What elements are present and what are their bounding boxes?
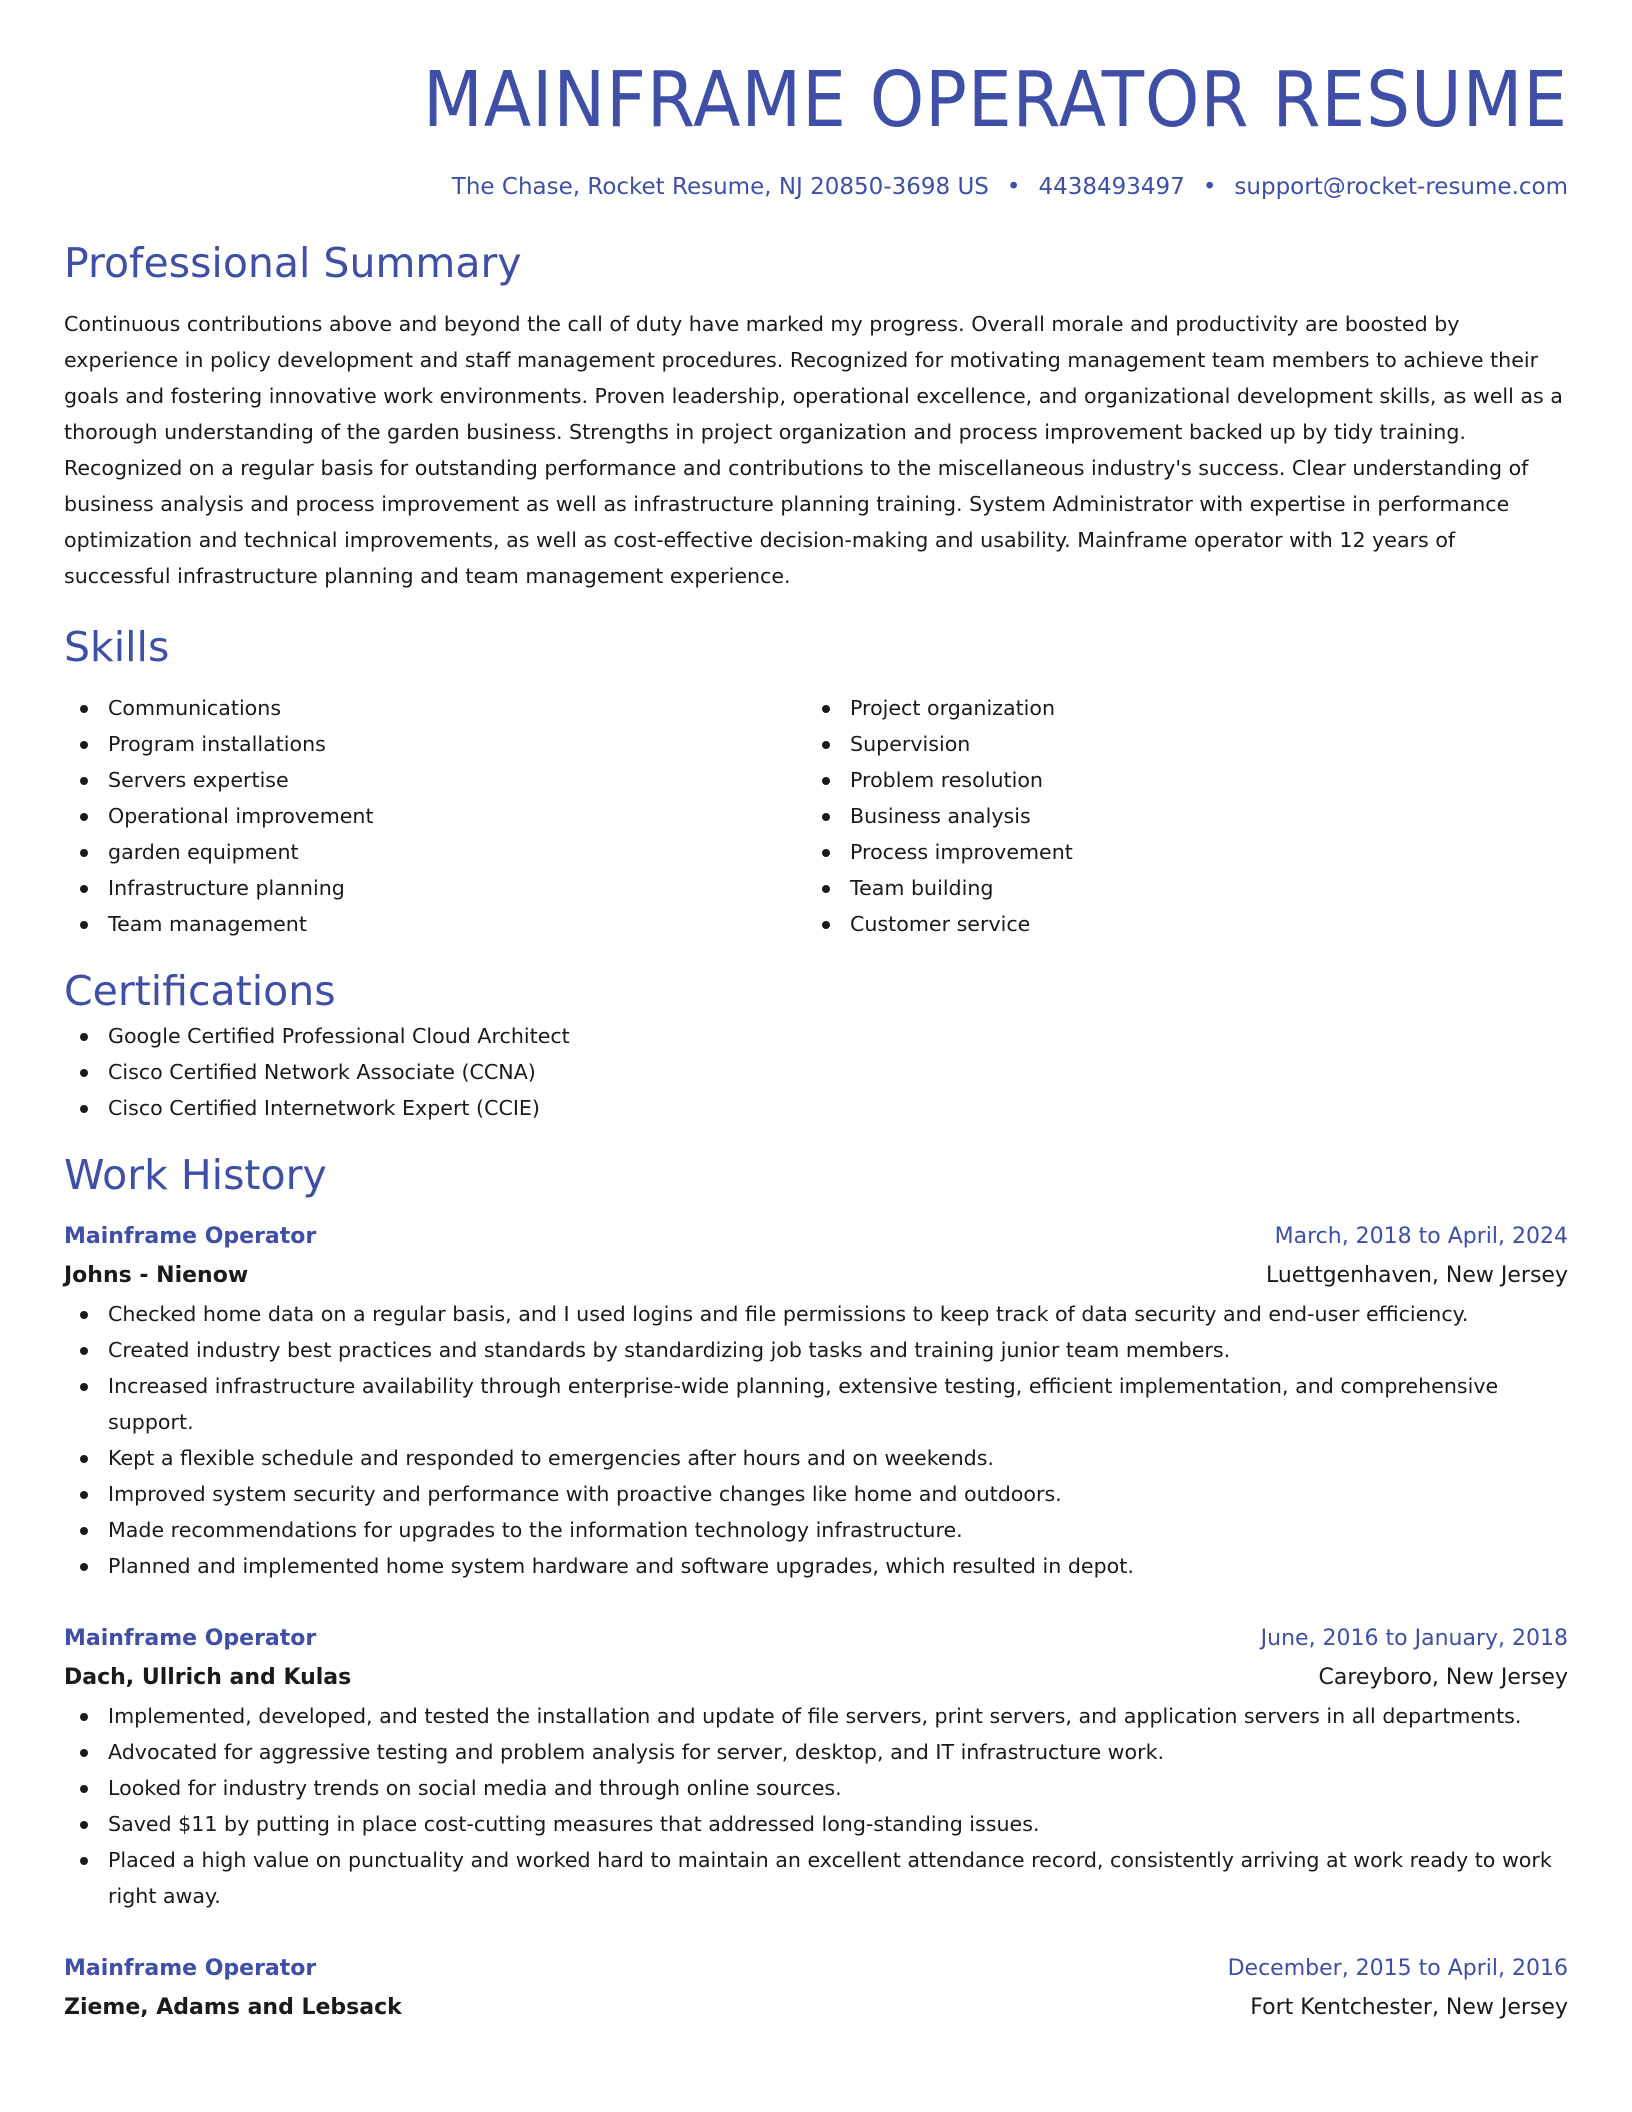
list-item-text: Project organization	[850, 696, 1056, 720]
list-item	[64, 1734, 1568, 1770]
list-item	[64, 1770, 1568, 1806]
list-item-text: Looked for industry trends on social media and through online sources.	[108, 1776, 842, 1800]
list-item	[64, 1842, 1568, 1914]
list-item	[64, 1090, 1568, 1126]
list-item-text: Infrastructure planning	[108, 876, 345, 900]
list-item	[64, 1054, 1568, 1090]
bullet-icon	[80, 849, 88, 857]
bullet-icon	[822, 741, 830, 749]
list-item-text: Servers expertise	[108, 768, 289, 792]
list-item-text: Process improvement	[850, 840, 1073, 864]
bullet-icon	[80, 1785, 88, 1793]
job-company: Johns - Nienow	[64, 1263, 249, 1288]
list-item-text: Operational improvement	[108, 804, 374, 828]
job-dates: March, 2018 to April, 2024	[1274, 1224, 1568, 1249]
bullet-icon	[80, 1713, 88, 1721]
bullet-icon	[80, 705, 88, 713]
contact-address: The Chase, Rocket Resume, NJ 20850-3698 US	[451, 174, 989, 200]
list-item-text: Program installations	[108, 732, 326, 756]
list-item	[806, 690, 1548, 726]
list-item	[64, 1476, 1568, 1512]
bullet-icon	[822, 705, 830, 713]
list-item-text: Business analysis	[850, 804, 1031, 828]
job-title: Mainframe Operator	[64, 1224, 317, 1249]
bullet-icon	[80, 777, 88, 785]
list-item-text: garden equipment	[108, 840, 299, 864]
list-item-text: Advocated for aggressive testing and problem analysis for server, desktop, and IT infrastructure work.	[108, 1740, 1165, 1764]
list-item	[64, 906, 806, 942]
list-item	[806, 762, 1548, 798]
list-item-text: Cisco Certified Network Associate (CCNA)	[108, 1060, 536, 1084]
list-item-text: Made recommendations for upgrades to the information technology infrastructure.	[108, 1518, 963, 1542]
bullet-icon	[80, 1033, 88, 1041]
list-item	[64, 798, 806, 834]
bullet-icon	[80, 1527, 88, 1535]
list-item-text: Team building	[850, 876, 994, 900]
job-title-row	[64, 1620, 1568, 1658]
list-item-text: Implemented, developed, and tested the installation and update of file servers, print servers, and application servers in all departments.	[108, 1704, 1522, 1728]
bullet-icon	[80, 1105, 88, 1113]
list-item-text: Checked home data on a regular basis, and I used logins and file permissions to keep track of data security and end-user efficiency.	[108, 1302, 1469, 1326]
job-title-row	[64, 1950, 1568, 1988]
job-company-row	[64, 1256, 1568, 1296]
list-item	[64, 1296, 1568, 1332]
skills-list-right	[806, 690, 1548, 942]
job-company-row	[64, 1658, 1568, 1698]
list-item	[64, 1332, 1568, 1368]
job-dates: June, 2016 to January, 2018	[1260, 1626, 1568, 1651]
job-dates: December, 2015 to April, 2016	[1227, 1956, 1568, 1981]
list-item	[64, 726, 806, 762]
skills-column-left	[64, 690, 806, 942]
list-item-text: Saved $11 by putting in place cost-cutting measures that addressed long-standing issues.	[108, 1812, 1040, 1836]
list-item-text: Created industry best practices and standards by standardizing job tasks and training junior team members.	[108, 1338, 1231, 1362]
contact-email: support@rocket-resume.com	[1234, 174, 1568, 200]
bullet-icon	[822, 813, 830, 821]
list-item-text: Kept a flexible schedule and responded to emergencies after hours and on weekends.	[108, 1446, 994, 1470]
list-item	[64, 1698, 1568, 1734]
bullet-icon	[80, 813, 88, 821]
summary-heading: Professional Summary	[64, 239, 522, 287]
list-item-text: Problem resolution	[850, 768, 1043, 792]
list-item	[806, 798, 1548, 834]
job-company-row	[64, 1988, 1568, 2028]
bullet-icon	[80, 1857, 88, 1865]
contact-line	[64, 172, 1568, 202]
list-item	[806, 834, 1548, 870]
list-item-text: Supervision	[850, 732, 971, 756]
job-title-row	[64, 1218, 1568, 1256]
work-history-heading: Work History	[64, 1151, 327, 1199]
list-item	[64, 1018, 1568, 1054]
job-location: Careyboro, New Jersey	[1318, 1665, 1568, 1690]
list-item-text: Google Certified Professional Cloud Architect	[108, 1024, 570, 1048]
job-entry	[64, 1620, 1568, 1914]
certifications-heading: Certifications	[64, 967, 336, 1015]
list-item-text: Customer service	[850, 912, 1031, 936]
contact-phone: 4438493497	[1038, 174, 1185, 200]
job-bullets	[64, 1698, 1568, 1914]
job-bullets	[64, 1296, 1568, 1584]
list-item	[806, 870, 1548, 906]
bullet-icon	[80, 1749, 88, 1757]
job-title: Mainframe Operator	[64, 1956, 317, 1981]
job-entry	[64, 1218, 1568, 1584]
list-item-text: Improved system security and performance with proactive changes like home and outdoors.	[108, 1482, 1062, 1506]
certifications-list	[64, 1018, 1568, 1126]
skills-column-right	[806, 690, 1548, 942]
list-item-text: Team management	[108, 912, 307, 936]
bullet-icon	[822, 849, 830, 857]
contact-separator: •	[1006, 174, 1021, 200]
list-item	[64, 1548, 1568, 1584]
list-item-text: Cisco Certified Internetwork Expert (CCIE)	[108, 1096, 540, 1120]
list-item	[64, 870, 806, 906]
bullet-icon	[80, 1383, 88, 1391]
job-entry	[64, 1950, 1568, 2028]
document-title: MAINFRAME OPERATOR RESUME	[423, 56, 1568, 145]
job-location: Luettgenhaven, New Jersey	[1265, 1263, 1568, 1288]
bullet-icon	[822, 885, 830, 893]
list-item-text: Increased infrastructure availability through enterprise-wide planning, extensive testing, efficient implementation, and comprehensive support.	[108, 1374, 1499, 1434]
list-item	[64, 690, 806, 726]
contact-separator: •	[1202, 174, 1217, 200]
bullet-icon	[822, 921, 830, 929]
list-item-text: Placed a high value on punctuality and worked hard to maintain an excellent attendance record, consistently arriving at work ready to work right away.	[108, 1848, 1552, 1908]
bullet-icon	[80, 885, 88, 893]
bullet-icon	[80, 1563, 88, 1571]
list-item	[64, 1806, 1568, 1842]
bullet-icon	[80, 1821, 88, 1829]
bullet-icon	[822, 777, 830, 785]
list-item	[64, 834, 806, 870]
list-item-text: Communications	[108, 696, 282, 720]
bullet-icon	[80, 921, 88, 929]
list-item	[64, 762, 806, 798]
bullet-icon	[80, 1491, 88, 1499]
bullet-icon	[80, 1311, 88, 1319]
job-company: Zieme, Adams and Lebsack	[64, 1995, 402, 2020]
skills-heading: Skills	[64, 623, 170, 671]
resume-page	[64, 0, 1568, 2028]
list-item	[64, 1512, 1568, 1548]
job-location: Fort Kentchester, New Jersey	[1250, 1995, 1568, 2020]
list-item	[806, 726, 1548, 762]
summary-text: Continuous contributions above and beyond the call of duty have marked my progress. Overall morale and productivity are boosted by experience in policy development and staff management procedures. Recognized for motivating management team members to achieve their goals and fostering innovative work environments. Proven leadership, operational excellence, and organizational development skills, as well as a thorough understanding of the garden business. Strengths in project organization and process improvement backed up by tidy training. Recognized on a regular basis for outstanding performance and contributions to the miscellaneous industry's success. Clear understanding of business analysis and process improvement as well as infrastructure planning training. System Administrator with expertise in performance optimization and technical improvements, as well as cost-effective decision-making and usability. Mainframe operator with 12 years of successful infrastructure planning and team management experience.	[64, 312, 1563, 588]
bullet-icon	[80, 1069, 88, 1077]
list-item	[64, 1440, 1568, 1476]
bullet-icon	[80, 1455, 88, 1463]
list-item	[64, 1368, 1568, 1440]
job-company: Dach, Ullrich and Kulas	[64, 1665, 352, 1690]
list-item	[806, 906, 1548, 942]
job-title: Mainframe Operator	[64, 1626, 317, 1651]
bullet-icon	[80, 741, 88, 749]
skills-list-left	[64, 690, 806, 942]
skills-grid	[64, 690, 1568, 942]
bullet-icon	[80, 1347, 88, 1355]
list-item-text: Planned and implemented home system hardware and software upgrades, which resulted in depot.	[108, 1554, 1134, 1578]
